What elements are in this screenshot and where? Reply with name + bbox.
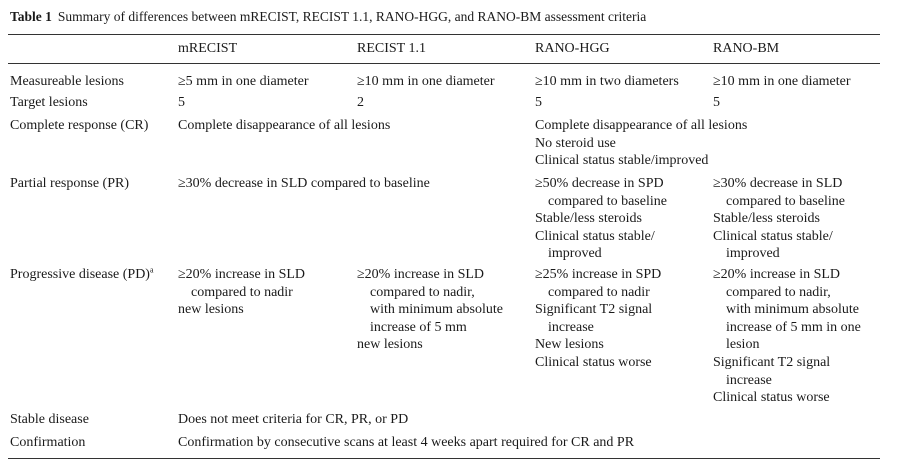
row-label-stable: Stable disease <box>10 412 89 427</box>
cell-line: New lesions <box>535 337 604 353</box>
bottom-rule <box>8 458 880 459</box>
cell-line: ≥50% decrease in SPD <box>535 176 664 191</box>
cell-pd-mrecist <box>178 266 305 319</box>
cell-target-rano-hgg: 5 <box>535 95 542 110</box>
cell-pr-rano-hgg <box>535 175 667 263</box>
cell-line: compared to baseline <box>726 193 845 209</box>
cell-line: Clinical status worse <box>713 390 830 406</box>
cell-line: new lesions <box>178 302 244 318</box>
row-label-pd-text: Progressive disease (PD) <box>10 267 150 282</box>
cell-line: Clinical status stable/ <box>713 228 833 244</box>
cell-line: Clinical status stable/improved <box>535 153 709 169</box>
cell-line: Stable/less steroids <box>713 211 820 227</box>
header-rano-bm: RANO-BM <box>713 41 780 56</box>
cell-line: Clinical status stable/ <box>535 228 655 244</box>
cell-line: ≥30% decrease in SLD <box>713 176 843 191</box>
row-label-cr: Complete response (CR) <box>10 118 149 133</box>
cell-line: compared to baseline <box>548 193 667 209</box>
cell-line: with minimum absolute <box>726 302 859 318</box>
cell-confirmation-span: Confirmation by consecutive scans at least 4 weeks apart required for CR and PR <box>178 435 635 450</box>
table-caption <box>10 9 646 25</box>
cell-pd-rano-hgg <box>535 266 661 372</box>
cell-line: increase of 5 mm in one <box>726 319 861 335</box>
cell-line: No steroid use <box>535 135 616 151</box>
table-title: Summary of differences between mRECIST, RECIST 1.1, RANO-HGG, and RANO-BM assessment criteria <box>57 9 647 24</box>
header-rano-hgg: RANO-HGG <box>535 41 610 56</box>
cell-stable-span: Does not meet criteria for CR, PR, or PD <box>178 412 409 427</box>
cell-line: improved <box>548 246 602 262</box>
cell-line: compared to nadir <box>548 284 650 300</box>
cell-line: Significant T2 signal <box>535 302 653 318</box>
cell-line: Complete disappearance of all lesions <box>535 118 748 133</box>
cell-measurable-mrecist: ≥5 mm in one diameter <box>178 74 309 89</box>
row-label-confirmation: Confirmation <box>10 435 86 450</box>
cell-pr-rano-bm <box>713 175 845 263</box>
row-label-pr: Partial response (PR) <box>10 176 129 191</box>
row-label-target: Target lesions <box>10 95 88 110</box>
footnote-marker: a <box>149 265 154 275</box>
cell-measurable-recist: ≥10 mm in one diameter <box>357 74 495 89</box>
header-rule <box>8 63 880 64</box>
cell-line: ≥20% increase in SLD <box>178 267 306 282</box>
cell-line: new lesions <box>357 337 423 353</box>
cell-measurable-rano-bm: ≥10 mm in one diameter <box>713 74 851 89</box>
cell-pd-recist <box>357 266 503 354</box>
cell-cr-rano-span <box>535 117 747 170</box>
cell-line: Stable/less steroids <box>535 211 642 227</box>
cell-line: Clinical status worse <box>535 354 652 370</box>
cell-target-mrecist: 5 <box>178 95 185 110</box>
cell-line: lesion <box>726 337 760 353</box>
cell-line: ≥20% increase in SLD <box>713 267 841 282</box>
top-rule <box>8 34 880 35</box>
table-label: Table 1 <box>10 9 52 24</box>
cell-pd-rano-bm <box>713 266 861 407</box>
row-label-measurable: Measureable lesions <box>10 74 124 89</box>
header-mrecist: mRECIST <box>178 41 238 56</box>
cell-measurable-rano-hgg: ≥10 mm in two diameters <box>535 74 679 89</box>
cell-line: compared to nadir, <box>370 284 475 300</box>
cell-line: increase of 5 mm <box>370 319 467 335</box>
cell-line: ≥25% increase in SPD <box>535 267 662 282</box>
cell-target-recist: 2 <box>357 95 364 110</box>
cell-target-rano-bm: 5 <box>713 95 720 110</box>
cell-line: increase <box>726 372 772 388</box>
cell-line: improved <box>726 246 780 262</box>
cell-cr-recist-span: Complete disappearance of all lesions <box>178 118 391 133</box>
cell-line: Significant T2 signal <box>713 354 831 370</box>
cell-line: compared to nadir, <box>726 284 831 300</box>
cell-line: increase <box>548 319 594 335</box>
cell-line: with minimum absolute <box>370 302 503 318</box>
cell-line: compared to nadir <box>191 284 293 300</box>
cell-line: ≥20% increase in SLD <box>357 267 485 282</box>
cell-pr-recist-span: ≥30% decrease in SLD compared to baseline <box>178 176 430 191</box>
row-label-pd <box>10 266 154 284</box>
header-recist: RECIST 1.1 <box>357 41 426 56</box>
